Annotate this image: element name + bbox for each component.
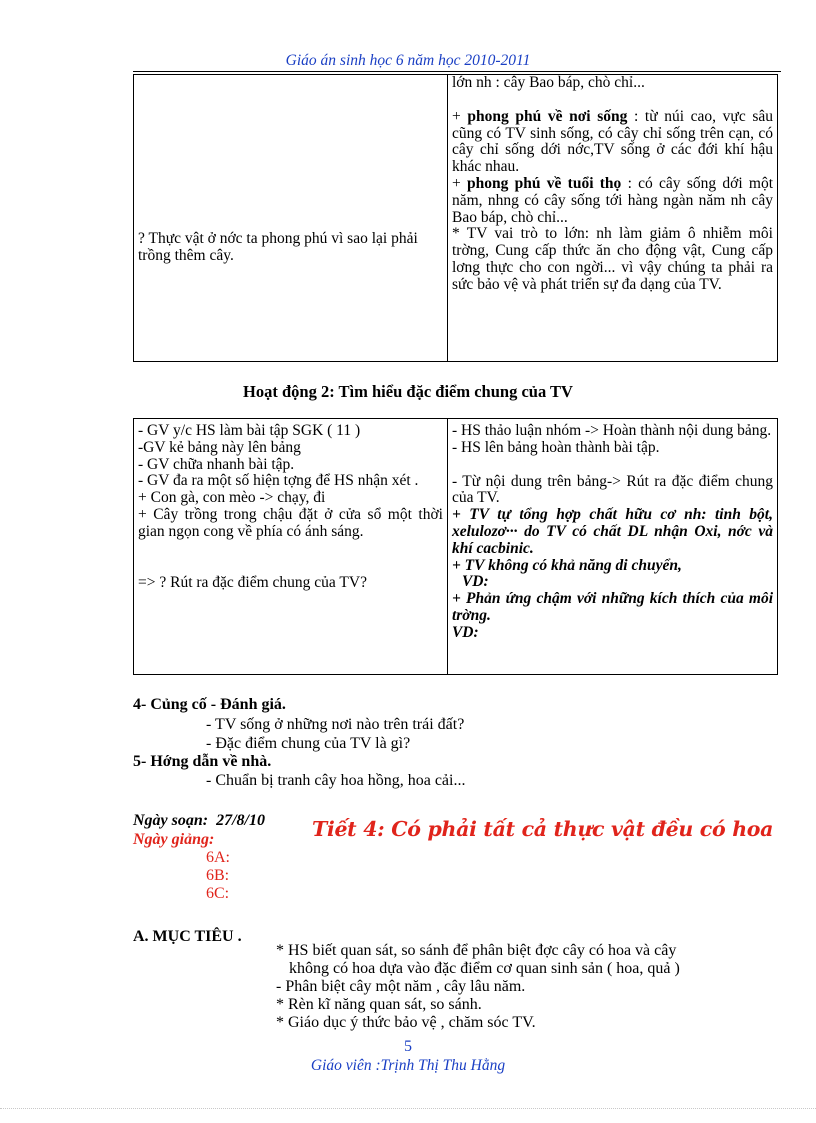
s-line-6: + Phản ứng chậm với những kích thích của môi trờng. [451,590,773,624]
page-number: 5 [404,1038,412,1055]
class-6c: 6C: [206,885,230,902]
page-footer: Giáo viên :Trịnh Thị Thu Hằng [310,1057,506,1074]
t-line-1: - GV y/c HS làm bài tập SGK ( 11 ) [138,422,361,439]
objective-1b: không có hoa dựa vào đặc điểm cơ quan sinh sản ( hoa, quả ) [289,960,680,977]
t-line-3: - GV chữa nhanh bài tập. [138,455,295,473]
teacher-activity-cell [134,419,448,675]
objective-2: - Phân biệt cây một năm , cây lâu năm. [276,978,526,995]
table-plant-diversity [133,74,778,362]
section4-q2: - Đặc điểm chung của TV là gì? [206,735,411,752]
t-line-7: => ? Rút ra đặc điểm chung của TV? [138,573,367,591]
t-line-2: -GV kẻ bảng này lên bảng [138,438,301,456]
objective-1a: * HS biết quan sát, so sánh để phân biệt đợc cây có hoa và cây [276,942,677,959]
teach-date-label: Ngày giảng: [133,831,215,848]
class-6a: 6A: [206,849,230,866]
teacher-question-cell [134,75,448,362]
objective-3: * Rèn kĩ năng quan sát, so sánh. [276,996,482,1013]
table-common-features [133,418,778,675]
objective-4: * Giáo dục ý thức bảo vệ , chăm sóc TV. [276,1014,536,1031]
answer-lifespan: + phong phú về tuổi thọ : có cây sống dới một năm, nhng có cây sống tới hàng ngàn năm nh cây Bao báp, chò chỉ... [452,174,773,226]
s-line-3: - Từ nội dung trên bảng-> Rút ra đặc điểm chung của TV. [451,472,773,507]
activity2-heading: Hoạt động 2: Tìm hiểu đặc điểm chung của TV [243,382,573,401]
class-6b: 6B: [206,867,230,884]
lesson-title: Tiết 4: Có phải tất cả thực vật đều có hoa [312,817,774,841]
t-line-6: + Cây trồng trong chậu đặt ở cửa sổ một thời gian ngọn cong về phía có ánh sáng. [138,505,443,540]
page-bottom-edge [0,1108,816,1109]
habitat-bold: phong phú về nơi sống [467,107,628,125]
student-answer-cell [448,75,778,362]
student-activity-cell [447,419,777,675]
s-line-5: + TV không có khả năng di chuyển, [451,556,682,574]
s-line-5-example: VD: [461,573,489,591]
prep-date: Ngày soạn: 27/8/10 [133,812,265,829]
teacher-question: ? Thực vật ở nớc ta phong phú vì sao lại phải trồng thêm cây. [138,230,418,264]
t-line-5: + Con gà, con mèo -> chạy, đi [138,489,326,507]
t-line-4: - GV đa ra một số hiện tợng để HS nhận xét . [138,472,419,490]
section5-title: 5- Hớng dẫn về nhà. [133,753,272,770]
answer-line-1: lớn nh : cây Bao báp, chò chỉ... [452,74,645,91]
page-header: Giáo án sinh học 6 năm học 2010-2011 [285,52,531,69]
s-line-1: - HS thảo luận nhóm -> Hoàn thành nội dung bảng. [451,422,772,439]
s-line-2: - HS lên bảng hoàn thành bài tập. [451,438,660,456]
header-rule [133,71,781,72]
section4-q1: - TV sống ở những nơi nào trên trái đất? [206,716,465,733]
section4-title: 4- Củng cố - Đánh giá. [133,696,286,713]
answer-role: * TV vai trò to lớn: nh làm giảm ô nhiễm môi trờng, Cung cấp thức ăn cho động vật, Cung cấp lơng thực cho con ngời... vì vậy chúng ta phải ra sức bảo vệ và phát triển sự đa dạng của TV. [452,225,773,293]
answer-habitat: + phong phú về nơi sống : từ núi cao, vực sâu cũng có TV sinh sống, có cây chỉ sống trên cạn, có cây chỉ sống dới nớc,TV sống ở các đới khí hậu khác nhau. [452,107,773,176]
s-line-6-example: VD: [451,623,479,641]
objectives-heading: A. MỤC TIÊU . [133,928,242,945]
lifespan-bold: phong phú về tuổi thọ [467,174,622,192]
section5-task: - Chuẩn bị tranh cây hoa hồng, hoa cải... [206,772,466,789]
s-line-4: + TV tự tổng hợp chất hữu cơ nh: tinh bột, xelulozơ··· do TV có chất DL nhận Oxi, nớc và khí cacbinic. [451,506,773,557]
